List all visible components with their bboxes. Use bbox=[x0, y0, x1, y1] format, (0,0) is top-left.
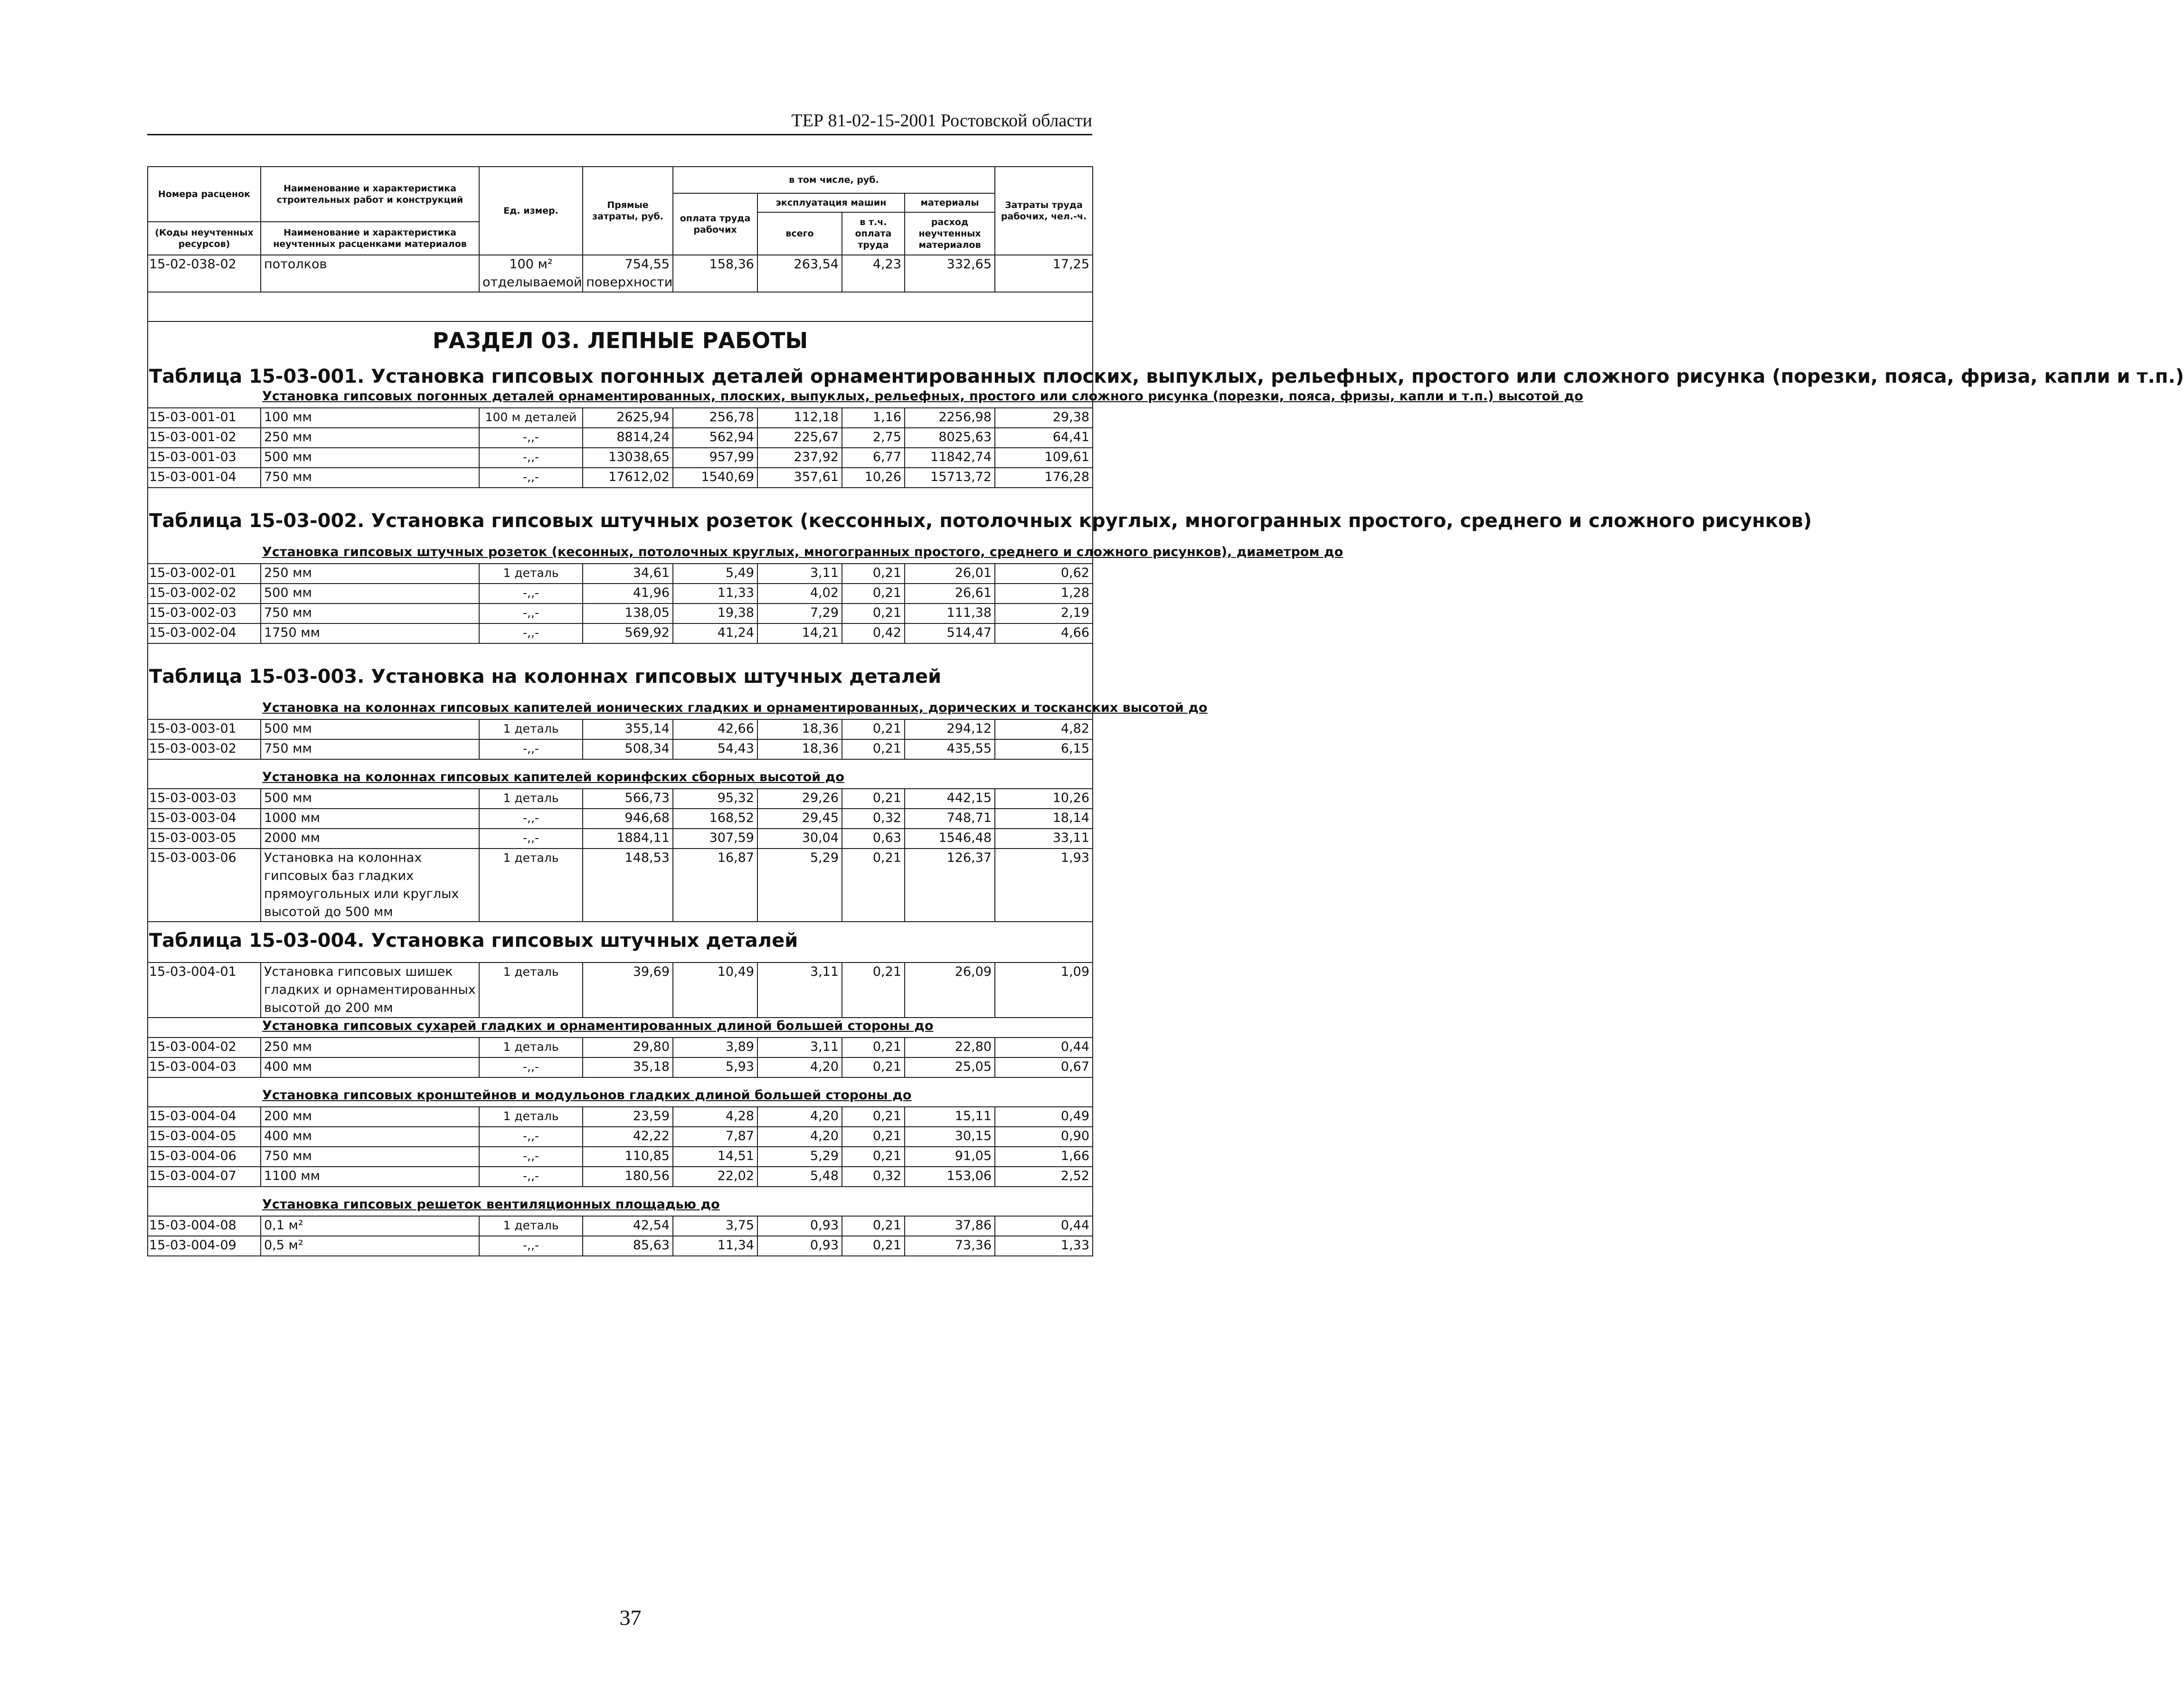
materials: 25,05 bbox=[905, 1057, 995, 1077]
machines-total: 3,11 bbox=[757, 963, 842, 1018]
labor-hours: 0,44 bbox=[995, 1038, 1093, 1057]
labor-hours: 1,33 bbox=[995, 1236, 1093, 1256]
subgroup-title: Установка гипсовых кронштейнов и модульонов гладких длиной большей стороны до bbox=[148, 1077, 1093, 1107]
table-header bbox=[148, 167, 1093, 255]
labor-pay: 19,38 bbox=[673, 604, 757, 623]
table-body bbox=[148, 255, 2184, 408]
direct-cost: 41,96 bbox=[583, 584, 673, 604]
direct-cost: 1884,11 bbox=[583, 829, 673, 849]
table-row bbox=[148, 1107, 1093, 1127]
rate-name: 750 мм bbox=[261, 604, 479, 623]
machines-total: 4,20 bbox=[757, 1057, 842, 1077]
col-hours-header: Затраты труда рабочих, чел.-ч. bbox=[995, 167, 1093, 255]
materials: 748,71 bbox=[905, 809, 995, 829]
rate-code: 15-03-004-06 bbox=[148, 1147, 261, 1167]
machines-labor: 0,21 bbox=[842, 739, 905, 759]
labor-pay: 307,59 bbox=[673, 829, 757, 849]
machines-labor: 0,32 bbox=[842, 809, 905, 829]
rate-code: 15-03-001-04 bbox=[148, 468, 261, 488]
machines-total: 7,29 bbox=[757, 604, 842, 623]
table-row bbox=[148, 719, 1093, 739]
direct-cost: 35,18 bbox=[583, 1057, 673, 1077]
labor-hours: 4,82 bbox=[995, 719, 1093, 739]
labor-hours: 18,14 bbox=[995, 809, 1093, 829]
rate-name: 1000 мм bbox=[261, 809, 479, 829]
machines-total: 30,04 bbox=[757, 829, 842, 849]
labor-pay: 16,87 bbox=[673, 849, 757, 922]
labor-pay: 10,49 bbox=[673, 963, 757, 1018]
machines-labor: 0,21 bbox=[842, 963, 905, 1018]
table-row bbox=[148, 809, 1093, 829]
table-row bbox=[148, 789, 1093, 809]
rate-unit: 1 деталь bbox=[479, 564, 583, 584]
table-row bbox=[148, 739, 1093, 759]
rate-name: Установка на колоннах гипсовых баз гладких прямоугольных или круглых высотой до 500 мм bbox=[261, 849, 479, 922]
rate-unit: -,,- bbox=[479, 1167, 583, 1187]
rate-code: 15-03-004-02 bbox=[148, 1038, 261, 1057]
table-15-03-004-rows-b bbox=[148, 1038, 1093, 1077]
direct-cost: 39,69 bbox=[583, 963, 673, 1018]
machines-total: 4,20 bbox=[757, 1107, 842, 1127]
labor-hours: 109,61 bbox=[995, 448, 1093, 468]
machines-labor: 10,26 bbox=[842, 468, 905, 488]
rate-unit: -,,- bbox=[479, 739, 583, 759]
labor-pay: 95,32 bbox=[673, 789, 757, 809]
rate-code: 15-03-003-01 bbox=[148, 719, 261, 739]
rate-name: 0,1 м² bbox=[261, 1216, 479, 1236]
rate-code: 15-02-038-02 bbox=[148, 255, 261, 292]
rate-code: 15-03-004-08 bbox=[148, 1216, 261, 1236]
labor-hours: 10,26 bbox=[995, 789, 1093, 809]
labor-hours: 4,66 bbox=[995, 623, 1093, 643]
table-15-03-003-rows-a bbox=[148, 719, 1093, 759]
col-code-header: Номера расценок bbox=[148, 167, 261, 222]
table-row bbox=[148, 255, 1093, 292]
materials: 126,37 bbox=[905, 849, 995, 922]
rate-name: 400 мм bbox=[261, 1127, 479, 1147]
rate-name: 750 мм bbox=[261, 1147, 479, 1167]
rate-unit: 1 деталь bbox=[479, 1107, 583, 1127]
rate-unit: 100 м деталей bbox=[479, 408, 583, 428]
rate-name: 250 мм bbox=[261, 1038, 479, 1057]
materials: 1546,48 bbox=[905, 829, 995, 849]
col-mat-sub-header: расход неучтенных материалов bbox=[905, 212, 995, 255]
table-row bbox=[148, 829, 1093, 849]
materials: 435,55 bbox=[905, 739, 995, 759]
rate-code: 15-03-001-03 bbox=[148, 448, 261, 468]
machines-labor: 0,21 bbox=[842, 1127, 905, 1147]
col-direct-header: Прямые затраты, руб. bbox=[583, 167, 673, 255]
materials: 2256,98 bbox=[905, 408, 995, 428]
col-name-sub-header: Наименование и характеристика неучтенных расценками материалов bbox=[261, 222, 479, 255]
materials: 332,65 bbox=[905, 255, 995, 292]
rate-unit: -,,- bbox=[479, 1236, 583, 1256]
table-15-03-003-rows-b bbox=[148, 789, 1093, 922]
subgroup-title: Установка гипсовых сухарей гладких и орнаментированных длиной большей стороны до bbox=[148, 1018, 1093, 1038]
labor-pay: 7,87 bbox=[673, 1127, 757, 1147]
materials: 514,47 bbox=[905, 623, 995, 643]
rate-unit: -,,- bbox=[479, 623, 583, 643]
rate-code: 15-03-001-01 bbox=[148, 408, 261, 428]
materials: 26,09 bbox=[905, 963, 995, 1018]
direct-cost: 946,68 bbox=[583, 809, 673, 829]
labor-hours: 29,38 bbox=[995, 408, 1093, 428]
labor-pay: 5,93 bbox=[673, 1057, 757, 1077]
labor-pay: 168,52 bbox=[673, 809, 757, 829]
rate-code: 15-03-003-04 bbox=[148, 809, 261, 829]
machines-total: 5,29 bbox=[757, 1147, 842, 1167]
rate-unit: 1 деталь bbox=[479, 849, 583, 922]
machines-labor: 0,21 bbox=[842, 849, 905, 922]
table-row bbox=[148, 1127, 1093, 1147]
machines-total: 112,18 bbox=[757, 408, 842, 428]
rate-code: 15-03-004-04 bbox=[148, 1107, 261, 1127]
col-name-header: Наименование и характеристика строительных работ и конструкций bbox=[261, 167, 479, 222]
labor-hours: 2,52 bbox=[995, 1167, 1093, 1187]
table-15-03-004-rows-c bbox=[148, 1107, 1093, 1187]
labor-hours: 0,90 bbox=[995, 1127, 1093, 1147]
materials: 442,15 bbox=[905, 789, 995, 809]
labor-hours: 1,93 bbox=[995, 849, 1093, 922]
rate-code: 15-03-004-01 bbox=[148, 963, 261, 1018]
machines-total: 29,45 bbox=[757, 809, 842, 829]
machines-labor: 0,21 bbox=[842, 1038, 905, 1057]
rate-code: 15-03-002-02 bbox=[148, 584, 261, 604]
table-row bbox=[148, 849, 1093, 922]
machines-total: 0,93 bbox=[757, 1236, 842, 1256]
machines-labor: 0,63 bbox=[842, 829, 905, 849]
rate-unit: 1 деталь bbox=[479, 1038, 583, 1057]
rate-code: 15-03-003-05 bbox=[148, 829, 261, 849]
rate-unit: 1 деталь bbox=[479, 719, 583, 739]
machines-total: 29,26 bbox=[757, 789, 842, 809]
labor-hours: 176,28 bbox=[995, 468, 1093, 488]
rate-code: 15-03-003-03 bbox=[148, 789, 261, 809]
direct-cost: 42,54 bbox=[583, 1216, 673, 1236]
machines-total: 263,54 bbox=[757, 255, 842, 292]
labor-hours: 1,09 bbox=[995, 963, 1093, 1018]
rate-unit: 100 м² отделываемой поверхности bbox=[479, 255, 583, 292]
materials: 26,01 bbox=[905, 564, 995, 584]
materials: 91,05 bbox=[905, 1147, 995, 1167]
table-row bbox=[148, 448, 1093, 468]
labor-hours: 1,66 bbox=[995, 1147, 1093, 1167]
page-number: 37 bbox=[619, 1605, 642, 1630]
table-15-03-004-rows-d bbox=[148, 1216, 1093, 1256]
table-row bbox=[148, 1167, 1093, 1187]
rate-unit: -,,- bbox=[479, 604, 583, 623]
table-title: Таблица 15-03-003. Установка на колоннах гипсовых штучных деталей bbox=[148, 665, 1093, 689]
materials: 30,15 bbox=[905, 1127, 995, 1147]
labor-hours: 2,19 bbox=[995, 604, 1093, 623]
section-title: РАЗДЕЛ 03. ЛЕПНЫЕ РАБОТЫ bbox=[148, 321, 1093, 365]
subgroup-title: Установка гипсовых решеток вентиляционных площадью до bbox=[148, 1187, 1093, 1216]
machines-total: 357,61 bbox=[757, 468, 842, 488]
materials: 11842,74 bbox=[905, 448, 995, 468]
machines-total: 0,93 bbox=[757, 1216, 842, 1236]
rate-unit: -,,- bbox=[479, 829, 583, 849]
direct-cost: 355,14 bbox=[583, 719, 673, 739]
rate-code: 15-03-002-03 bbox=[148, 604, 261, 623]
labor-hours: 0,44 bbox=[995, 1216, 1093, 1236]
labor-hours: 33,11 bbox=[995, 829, 1093, 849]
labor-pay: 5,49 bbox=[673, 564, 757, 584]
materials: 294,12 bbox=[905, 719, 995, 739]
labor-hours: 0,49 bbox=[995, 1107, 1093, 1127]
labor-pay: 1540,69 bbox=[673, 468, 757, 488]
direct-cost: 34,61 bbox=[583, 564, 673, 584]
direct-cost: 13038,65 bbox=[583, 448, 673, 468]
materials: 73,36 bbox=[905, 1236, 995, 1256]
table-row bbox=[148, 623, 1093, 643]
rate-unit: -,,- bbox=[479, 448, 583, 468]
table-row bbox=[148, 1147, 1093, 1167]
rate-unit: -,,- bbox=[479, 428, 583, 448]
table-row bbox=[148, 1057, 1093, 1077]
labor-hours: 1,28 bbox=[995, 584, 1093, 604]
table-title: Таблица 15-03-001. Установка гипсовых погонных деталей орнаментированных плоских, выпуклых, рельефных, простого или сложного рисунка (порезки, пояса, фриза, капли и т.п.) bbox=[148, 365, 1093, 388]
rate-unit: 1 деталь bbox=[479, 1216, 583, 1236]
rate-code: 15-03-004-05 bbox=[148, 1127, 261, 1147]
labor-pay: 42,66 bbox=[673, 719, 757, 739]
rate-unit: -,,- bbox=[479, 1127, 583, 1147]
labor-pay: 957,99 bbox=[673, 448, 757, 468]
machines-total: 5,29 bbox=[757, 849, 842, 922]
col-mach-labor-header: в т.ч. оплата труда bbox=[842, 212, 905, 255]
direct-cost: 110,85 bbox=[583, 1147, 673, 1167]
rate-unit: -,,- bbox=[479, 1147, 583, 1167]
rate-name: 0,5 м² bbox=[261, 1236, 479, 1256]
rates-table-frame bbox=[147, 166, 2184, 1256]
table-title: Таблица 15-03-002. Установка гипсовых штучных розеток (кессонных, потолочных круглых, многогранных простого, среднего и сложного рисунков) bbox=[148, 509, 1093, 533]
labor-hours: 64,41 bbox=[995, 428, 1093, 448]
machines-total: 5,48 bbox=[757, 1167, 842, 1187]
machines-labor: 0,21 bbox=[842, 1107, 905, 1127]
labor-hours: 6,15 bbox=[995, 739, 1093, 759]
subgroup-title: Установка гипсовых погонных деталей орнаментированных, плоских, выпуклых, рельефных, простого или сложного рисунка (порезки, пояса, фризы, капли и т.п.) высотой до bbox=[148, 388, 1093, 408]
direct-cost: 2625,94 bbox=[583, 408, 673, 428]
machines-labor: 2,75 bbox=[842, 428, 905, 448]
machines-labor: 6,77 bbox=[842, 448, 905, 468]
table-row bbox=[148, 408, 1093, 428]
col-machines-header: эксплуатация машин bbox=[757, 193, 905, 212]
direct-cost: 566,73 bbox=[583, 789, 673, 809]
rate-name: Установка гипсовых шишек гладких и орнаментированных высотой до 200 мм bbox=[261, 963, 479, 1018]
table-row bbox=[148, 1236, 1093, 1256]
col-incl-header: в том числе, руб. bbox=[673, 167, 995, 193]
machines-labor: 0,21 bbox=[842, 1057, 905, 1077]
direct-cost: 754,55 bbox=[583, 255, 673, 292]
machines-labor: 0,21 bbox=[842, 604, 905, 623]
rate-name: 400 мм bbox=[261, 1057, 479, 1077]
col-code-sub-header: (Коды неучтенных ресурсов) bbox=[148, 222, 261, 255]
subgroup-title: Установка на колоннах гипсовых капителей ионических гладких и орнаментированных, дорических и тосканских высотой до bbox=[148, 689, 1093, 719]
labor-pay: 41,24 bbox=[673, 623, 757, 643]
rate-code: 15-03-002-04 bbox=[148, 623, 261, 643]
col-mach-total-header: всего bbox=[757, 212, 842, 255]
machines-labor: 0,21 bbox=[842, 719, 905, 739]
labor-pay: 14,51 bbox=[673, 1147, 757, 1167]
machines-total: 4,20 bbox=[757, 1127, 842, 1147]
materials: 111,38 bbox=[905, 604, 995, 623]
rates-table bbox=[147, 166, 2184, 1256]
rate-code: 15-03-003-02 bbox=[148, 739, 261, 759]
direct-cost: 569,92 bbox=[583, 623, 673, 643]
rate-unit: -,,- bbox=[479, 1057, 583, 1077]
direct-cost: 85,63 bbox=[583, 1236, 673, 1256]
rate-unit: -,,- bbox=[479, 468, 583, 488]
machines-total: 3,11 bbox=[757, 1038, 842, 1057]
rate-name: 750 мм bbox=[261, 468, 479, 488]
labor-pay: 3,75 bbox=[673, 1216, 757, 1236]
labor-pay: 22,02 bbox=[673, 1167, 757, 1187]
labor-hours: 17,25 bbox=[995, 255, 1093, 292]
rate-name: 250 мм bbox=[261, 564, 479, 584]
labor-pay: 4,28 bbox=[673, 1107, 757, 1127]
labor-hours: 0,67 bbox=[995, 1057, 1093, 1077]
machines-total: 4,02 bbox=[757, 584, 842, 604]
machines-labor: 0,21 bbox=[842, 789, 905, 809]
materials: 8025,63 bbox=[905, 428, 995, 448]
rate-name: 2000 мм bbox=[261, 829, 479, 849]
table-row bbox=[148, 604, 1093, 623]
subgroup-title: Установка гипсовых штучных розеток (кесонных, потолочных круглых, многогранных простого, среднего и сложного рисунков), диаметром до bbox=[148, 533, 1093, 564]
machines-total: 14,21 bbox=[757, 623, 842, 643]
rate-name: потолков bbox=[261, 255, 479, 292]
direct-cost: 138,05 bbox=[583, 604, 673, 623]
table-15-03-004-rows-a bbox=[148, 963, 1093, 1018]
table-title: Таблица 15-03-004. Установка гипсовых штучных деталей bbox=[148, 922, 1093, 953]
machines-labor: 0,21 bbox=[842, 564, 905, 584]
materials: 37,86 bbox=[905, 1216, 995, 1236]
rate-unit: 1 деталь bbox=[479, 963, 583, 1018]
labor-pay: 11,34 bbox=[673, 1236, 757, 1256]
machines-total: 18,36 bbox=[757, 739, 842, 759]
rate-code: 15-03-003-06 bbox=[148, 849, 261, 922]
labor-pay: 3,89 bbox=[673, 1038, 757, 1057]
rate-unit: -,,- bbox=[479, 584, 583, 604]
direct-cost: 8814,24 bbox=[583, 428, 673, 448]
materials: 15,11 bbox=[905, 1107, 995, 1127]
machines-labor: 0,21 bbox=[842, 584, 905, 604]
materials: 15713,72 bbox=[905, 468, 995, 488]
table-row bbox=[148, 564, 1093, 584]
rate-code: 15-03-004-09 bbox=[148, 1236, 261, 1256]
machines-labor: 0,21 bbox=[842, 1236, 905, 1256]
machines-total: 18,36 bbox=[757, 719, 842, 739]
table-15-03-002-rows bbox=[148, 564, 1093, 643]
rate-name: 500 мм bbox=[261, 789, 479, 809]
rate-name: 500 мм bbox=[261, 584, 479, 604]
machines-labor: 1,16 bbox=[842, 408, 905, 428]
direct-cost: 17612,02 bbox=[583, 468, 673, 488]
rate-name: 750 мм bbox=[261, 739, 479, 759]
machines-total: 225,67 bbox=[757, 428, 842, 448]
rate-code: 15-03-002-01 bbox=[148, 564, 261, 584]
labor-pay: 11,33 bbox=[673, 584, 757, 604]
subgroup-title: Установка на колоннах гипсовых капителей коринфских сборных высотой до bbox=[148, 759, 1093, 789]
col-unit-header: Ед. измер. bbox=[479, 167, 583, 255]
labor-pay: 256,78 bbox=[673, 408, 757, 428]
labor-pay: 562,94 bbox=[673, 428, 757, 448]
rate-unit: -,,- bbox=[479, 809, 583, 829]
direct-cost: 508,34 bbox=[583, 739, 673, 759]
machines-total: 3,11 bbox=[757, 564, 842, 584]
materials: 26,61 bbox=[905, 584, 995, 604]
table-row bbox=[148, 1038, 1093, 1057]
rate-code: 15-03-004-07 bbox=[148, 1167, 261, 1187]
table-15-03-001-rows bbox=[148, 408, 1093, 488]
machines-labor: 0,21 bbox=[842, 1216, 905, 1236]
machines-total: 237,92 bbox=[757, 448, 842, 468]
materials: 153,06 bbox=[905, 1167, 995, 1187]
machines-labor: 0,21 bbox=[842, 1147, 905, 1167]
rate-code: 15-03-004-03 bbox=[148, 1057, 261, 1077]
materials: 22,80 bbox=[905, 1038, 995, 1057]
rate-name: 500 мм bbox=[261, 448, 479, 468]
labor-hours: 0,62 bbox=[995, 564, 1093, 584]
rate-unit: 1 деталь bbox=[479, 789, 583, 809]
direct-cost: 42,22 bbox=[583, 1127, 673, 1147]
direct-cost: 29,80 bbox=[583, 1038, 673, 1057]
direct-cost: 23,59 bbox=[583, 1107, 673, 1127]
table-row bbox=[148, 468, 1093, 488]
rate-name: 100 мм bbox=[261, 408, 479, 428]
table-row bbox=[148, 584, 1093, 604]
table-row bbox=[148, 1216, 1093, 1236]
rate-name: 1100 мм bbox=[261, 1167, 479, 1187]
rate-code: 15-03-001-02 bbox=[148, 428, 261, 448]
table-row bbox=[148, 428, 1093, 448]
machines-labor: 0,42 bbox=[842, 623, 905, 643]
rate-name: 500 мм bbox=[261, 719, 479, 739]
rate-name: 1750 мм bbox=[261, 623, 479, 643]
direct-cost: 180,56 bbox=[583, 1167, 673, 1187]
rate-name: 200 мм bbox=[261, 1107, 479, 1127]
labor-pay: 158,36 bbox=[673, 255, 757, 292]
table-row bbox=[148, 963, 1093, 1018]
machines-labor: 4,23 bbox=[842, 255, 905, 292]
direct-cost: 148,53 bbox=[583, 849, 673, 922]
document-header: ТЕР 81-02-15-2001 Ростовской области bbox=[147, 110, 1092, 135]
rate-name: 250 мм bbox=[261, 428, 479, 448]
labor-pay: 54,43 bbox=[673, 739, 757, 759]
col-labor-header: оплата труда рабочих bbox=[673, 193, 757, 255]
machines-labor: 0,32 bbox=[842, 1167, 905, 1187]
col-materials-header: материалы bbox=[905, 193, 995, 212]
